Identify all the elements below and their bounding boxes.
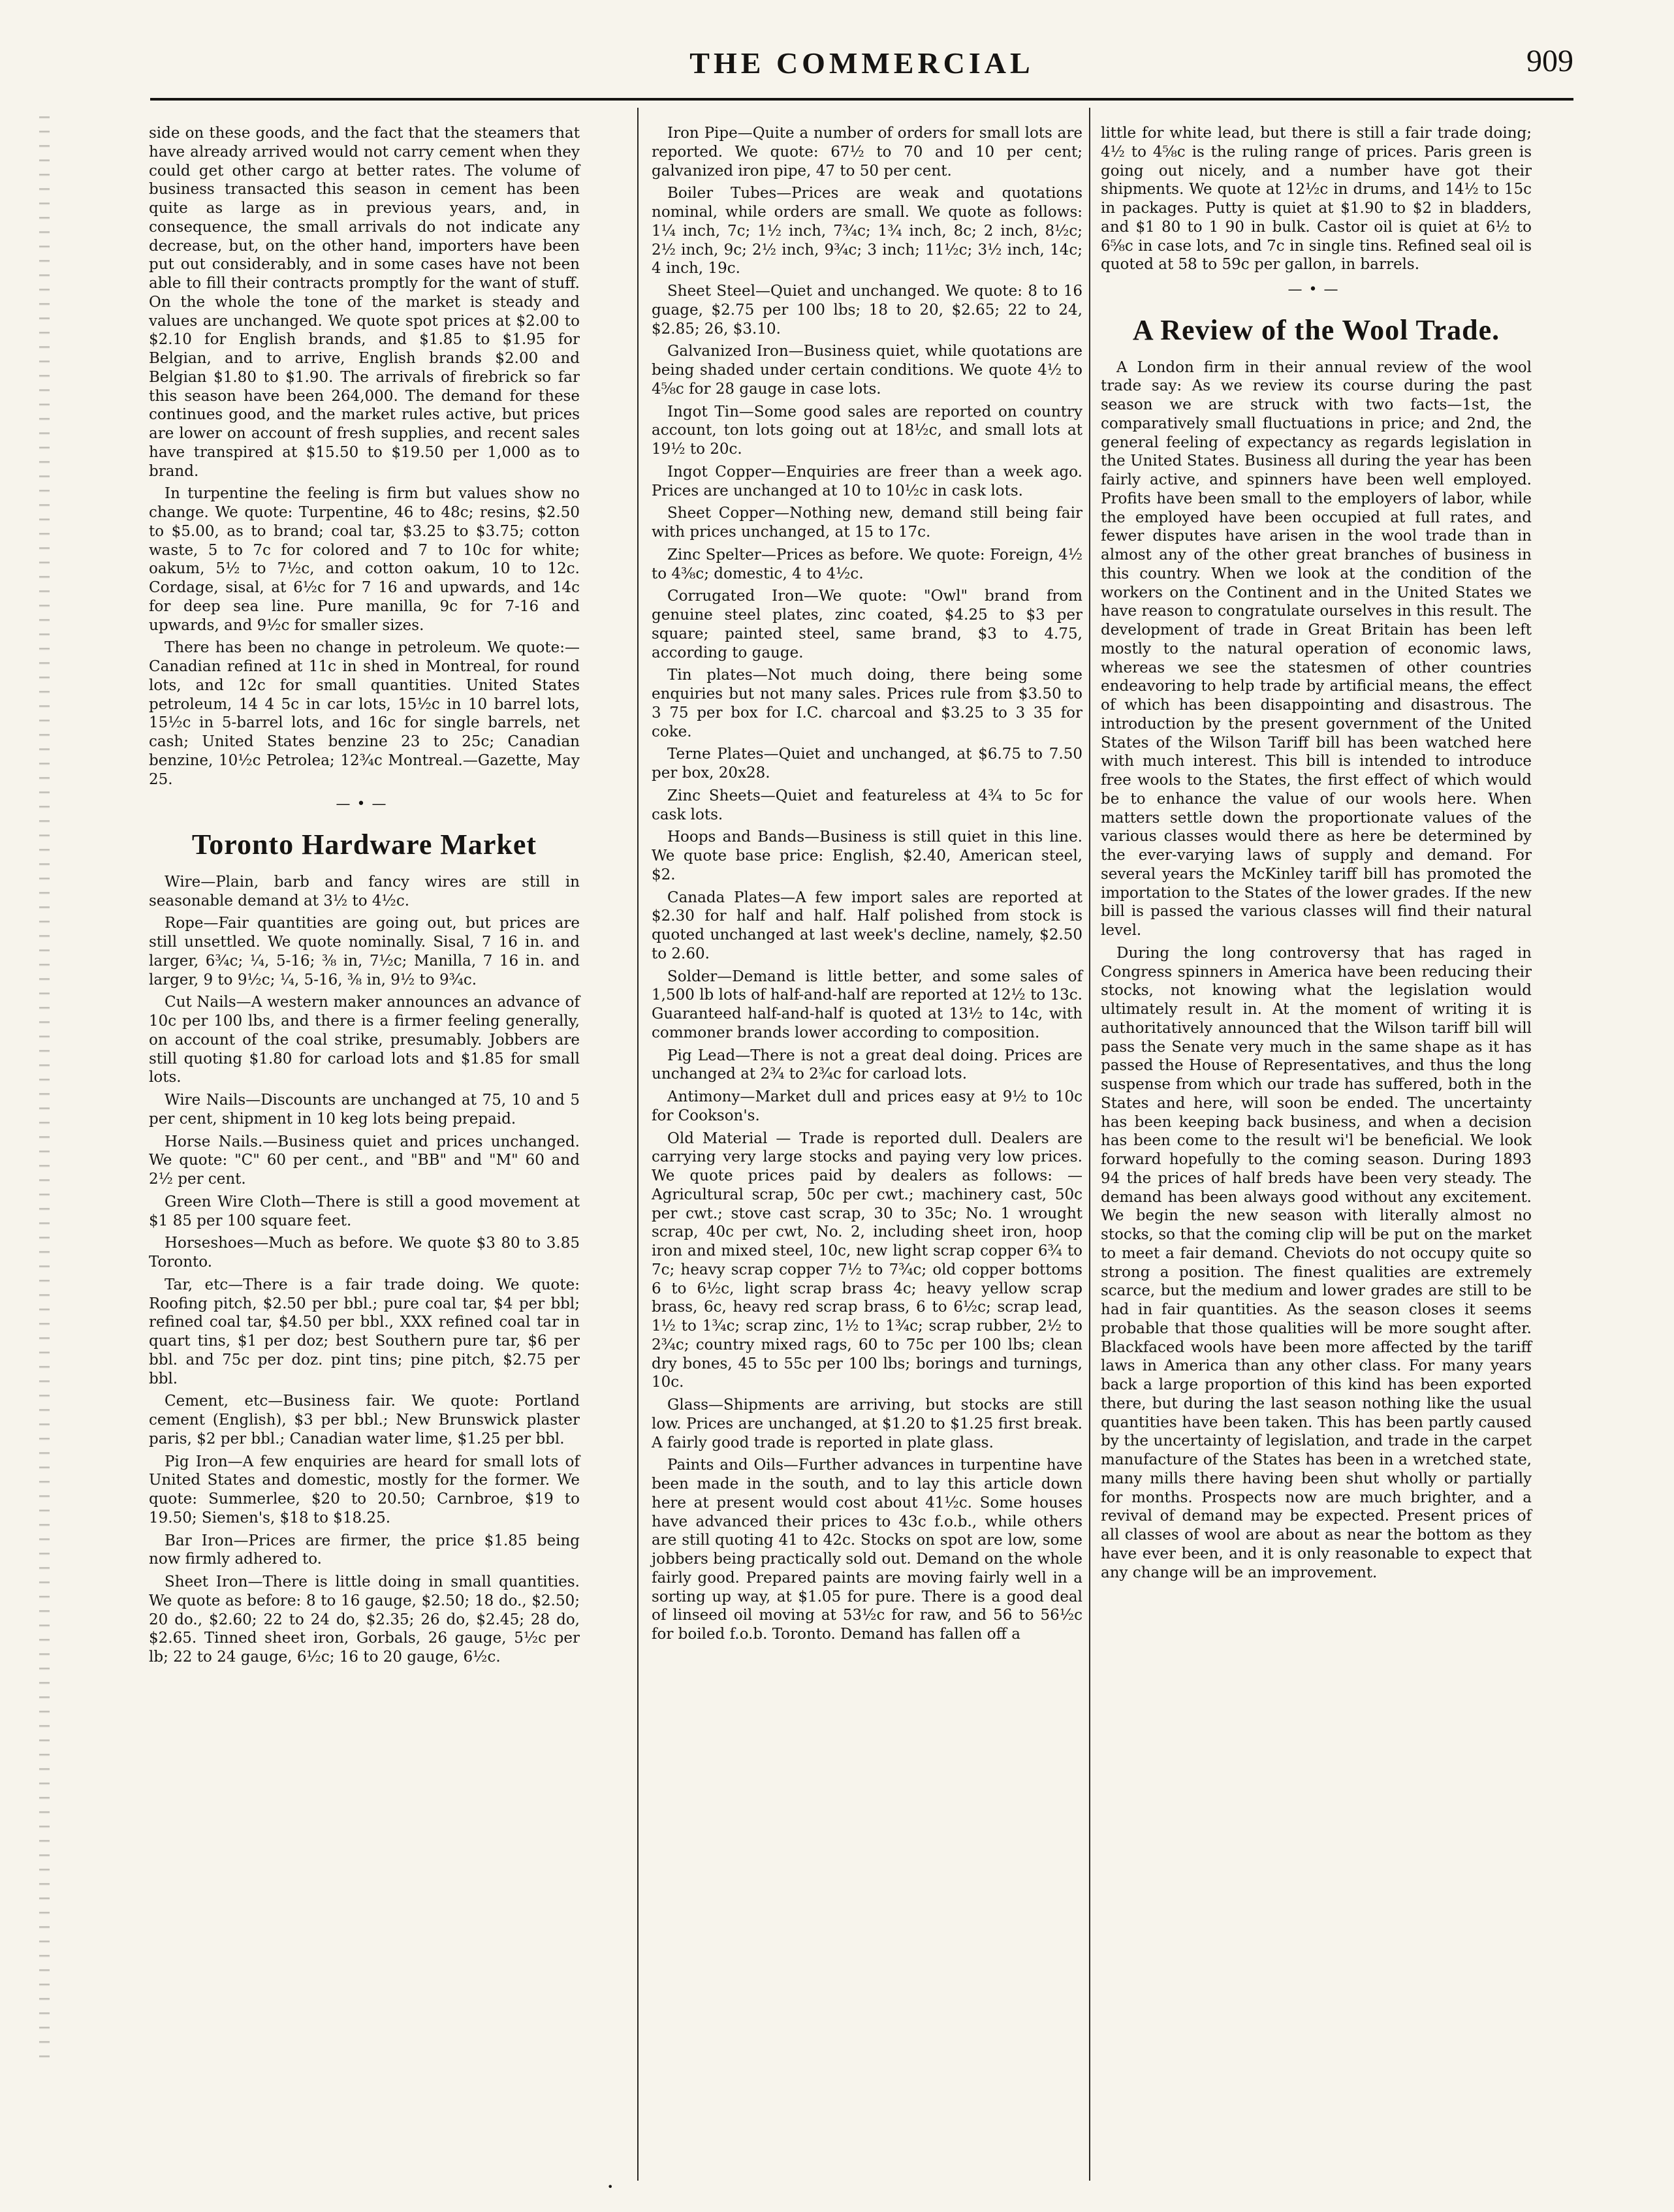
page-header: [150, 39, 1573, 91]
page-number: 909: [1526, 44, 1573, 78]
section-divider: —•—: [336, 796, 393, 813]
scan-edge-artifact: [39, 104, 50, 2063]
masthead: THE COMMERCIAL: [689, 46, 1034, 80]
paragraph: Antimony—Market dull and prices easy at 9½ to 10c for Cookson's.: [652, 1088, 1082, 1124]
paragraph: Old Material — Trade is reported dull. Dealers are carrying very large stocks and paying very low prices. We quote prices paid by dealers as follows: —Agricultural scrap, 50c per cwt.; machinery cast, 50c per cwt.; stove cast scrap, 30 to 35c; No. 1 wrought scrap, 40c per cwt, No. 2, including sheet iron, hoop iron and mixed steel, 10c, new light scrap copper 6¾ to 7c; heavy scrap copper 7½ to 7¾c; old copper bottoms 6 to 6½c, light scrap brass 4c; heavy yellow scrap brass, 6c, heavy red scrap brass, 6 to 6½c; scrap lead, 1½ to 1¾c; scrap zinc, 1½ to 1¾c; scrap rubber, 2½ to 2¾c; country mixed rags, 60 to 75c per 100 lbs; clean dry bones, 45 to 55c per 100 lbs; borings and turnings, 10c.: [652, 1130, 1082, 1391]
paragraph: Wire Nails—Discounts are unchanged at 75, 10 and 5 per cent, shipment in 10 keg lots being prepaid.: [149, 1092, 580, 1128]
paragraph: Iron Pipe—Quite a number of orders for small lots are reported. We quote: 67½ to 70 and 10 per cent; galvanized iron pipe, 47 to 50 per cent.: [652, 125, 1082, 180]
column-3: [1101, 124, 1532, 1586]
paragraph: Wire—Plain, barb and fancy wires are still in seasonable demand at 3½ to 4½c.: [149, 873, 580, 909]
paragraph: Corrugated Iron—We quote: "Owl" brand from genuine steel plates, zinc coated, $4.25 to $3 per square; painted steel, same brand, $3 to 4.75, according to gauge.: [652, 588, 1082, 661]
paragraph: Pig Iron—A few enquiries are heard for small lots of United States and domestic, mostly for the former. We quote: Summerlee, $20 to 20.50; Carnbroe, $19 to 19.50; Siemen's, $18 to $18.25.: [149, 1453, 580, 1526]
paragraph: Sheet Steel—Quiet and unchanged. We quote: 8 to 16 guage, $2.75 per 100 lbs; 18 to 20, $2.65; 22 to 24, $2.85; 26, $3.10.: [652, 283, 1082, 338]
paragraph: Paints and Oils—Further advances in turpentine have been made in the south, and to lay this article down here at present would cost about 41½c. Some houses have advanced their prices to 43c f.o.b., while others are still quoting 41 to 42c. Stocks on spot are low, some jobbers being practically sold out. Demand on the whole fairly good. Prepared paints are moving fairly well in a sorting up way, at $1.05 for pure. There is a good deal of linseed oil moving at 53½c for raw, and 56 to 56½c for boiled f.o.b. Toronto. Demand has fallen off a: [652, 1457, 1082, 1643]
paragraph: Boiler Tubes—Prices are weak and quotations nominal, while orders are small. We quote as follows: 1¼ inch, 7c; 1½ inch, 7¾c; 1¾ inch, 8c; 2 inch, 8½c; 2½ inch, 9c; 2½ inch, 9¾c; 3 inch; 11½c; 3½ inch, 14c; 4 inch, 19c.: [652, 185, 1082, 277]
paragraph: Tar, etc—There is a fair trade doing. We quote: Roofing pitch, $2.50 per bbl.; pure coal tar, $4 per bbl; refined coal tar, $4.50 per bbl., XXX refined coal tar in quart tins, $1 per doz; best Southern pure tar, $6 per bbl. and 75c per doz. pint tins; pine pitch, $2.75 per bbl.: [149, 1276, 580, 1387]
paragraph: Horseshoes—Much as before. We quote $3 80 to 3.85 Toronto.: [149, 1235, 580, 1271]
paragraph: Cement, etc—Business fair. We quote: Portland cement (English), $3 per bbl.; New Brunswick plaster paris, $2 per bbl.; Canadian water lime, $1.25 per bbl.: [149, 1393, 580, 1447]
paragraph: Tin plates—Not much doing, there being some enquiries but not many sales. Prices rule from $3.50 to 3 75 per box for I.C. charcoal and $3.25 to 3 35 for coke.: [652, 667, 1082, 740]
paragraph: Sheet Iron—There is little doing in small quantities. We quote as before: 8 to 16 gauge, $2.50; 18 do., $2.50; 20 do., $2.60; 22 to 24 do, $2.35; 26 do, $2.45; 28 do, $2.65. Tinned sheet iron, Gorbals, 26 gauge, 5½c per lb; 22 to 24 gauge, 6½c; 16 to 20 gauge, 6½c.: [149, 1573, 580, 1666]
paragraph: Zinc Spelter—Prices as before. We quote: Foreign, 4½ to 4⅜c; domestic, 4 to 4½c.: [652, 546, 1082, 582]
paragraph: Solder—Demand is little better, and some sales of 1,500 lb lots of half-and-half are reported at 12½ to 13c. Guaranteed half-and-half is quoted at 13½ to 14c, with commoner brands lower according to composition.: [652, 968, 1082, 1041]
column-divider-1: [637, 108, 639, 2181]
paragraph: Terne Plates—Quiet and unchanged, at $6.75 to 7.50 per box, 20x28.: [652, 746, 1082, 782]
column-divider-2: [1089, 108, 1090, 2181]
paragraph: Galvanized Iron—Business quiet, while quotations are being shaded under certain conditions. We quote 4½ to 4⅝c for 28 gauge in case lots.: [652, 343, 1082, 398]
paragraph: In turpentine the feeling is firm but values show no change. We quote: Turpentine, 46 to 48c; resins, $2.50 to $5.00, as to brand; coal tar, $3.25 to $3.75; cotton waste, 5 to 7c for colored and 7 to 10c for white; oakum, 5½ to 7½c, and cotton oakum, 10 to 12c. Cordage, sisal, at 6½c for 7 16 and upwards, and 14c for deep sea line. Pure manilla, 9c for 7-16 and upwards, and 9½c for smaller sizes.: [149, 485, 580, 634]
paragraph: A London firm in their annual review of the wool trade say: As we review its course during the past season we are struck with two facts—1st, the comparatively small fluctuations in price; and 2nd, the general feeling of expectancy as regards legislation in the United States. Business all during the year has been fairly active, and spinners have been well employed. Profits have been small to the employers of labor, while the employed have been occupied at full rates, and fewer disputes have arisen in the wool trade than in almost any of the other great branches of business in this country. When we look at the condition of the workers on the Continent and in the United States we have reason to congratulate ourselves in this result. The development of trade in Great Britain has been left mostly to the natural operation of economic laws, whereas we see the statesmen of other countries endeavoring to help trade by artificial means, the effect of which has been disappointing and disastrous. The introduction by the present government of the United States of the Wilson Tariff bill has been watched here with much interest. This bill is intended to introduce free wools to the States, the first effect of which would be to enhance the value of our wools here. When matters settle down the proportionate values of the various classes would there as here be determined by the ever-varying laws of supply and demand. For several years the McKinley tariff bill has promoted the importation to the States of the lower grades. If the new bill is passed the various classes will find their natural level.: [1101, 358, 1532, 939]
paragraph: Cut Nails—A western maker announces an advance of 10c per 100 lbs, and there is a firmer feeling generally, on account of the coal strike, presumably. Jobbers are still quoting $1.80 for carload lots and $1.85 for small lots.: [149, 994, 580, 1086]
column-2: [652, 124, 1082, 1648]
paragraph: Rope—Fair quantities are going out, but prices are still unsettled. We quote nominally. Sisal, 7 16 in. and larger, 6¾c; ¼, 5-16; ⅜ in, 7½c; Manilla, 7 16 in. and larger, 9 to 9½c; ¼, 5-16, ⅜ in, 9½ to 9¾c.: [149, 915, 580, 988]
paragraph: Glass—Shipments are arriving, but stocks are still low. Prices are unchanged, at $1.20 to $1.25 first break. A fairly good trade is reported in plate glass.: [652, 1397, 1082, 1451]
paragraph: There has been no change in petroleum. We quote:—Canadian refined at 11c in shed in Montreal, for round lots, and 12c for small quantities. United States petroleum, 14 4 5c in car lots, 15½c in 10 barrel lots, 15½c in 5-barrel lots, and 16c for single barrels, net cash; United States benzine 23 to 25c; Canadian benzine, 10½c Petrolea; 12¾c Montreal.—Gazette, May 25.: [149, 639, 580, 788]
column-1: [149, 124, 580, 1671]
paragraph: Bar Iron—Prices are firmer, the price $1.85 being now firmly adhered to.: [149, 1532, 580, 1568]
section-title-toronto-hardware: Toronto Hardware Market: [191, 828, 537, 861]
paragraph: Pig Lead—There is not a great deal doing. Prices are unchanged at 2¾ to 2¾c for carload lots.: [652, 1047, 1082, 1083]
paragraph: Zinc Sheets—Quiet and featureless at 4¾ to 5c for cask lots.: [652, 787, 1082, 823]
paragraph: During the long controversy that has raged in Congress spinners in America have been reducing their stocks, not knowing what the legislation would ultimately result in. At the moment of writing it is authoritatively announced that the Wilson tariff bill will pass the Senate very much in the same shape as it has passed the House of Representatives, and thus the long suspense from which our trade has suffered, both in the States and here, will soon be ended. The uncertainty has been keeping back business, and when a decision has been come to the result wi'l be beneficial. We look forward hopefully to the coming season. During 1893 94 the prices of half breds have been very steady. The demand has been always good without any excitement. We begin the new season with literally almost no stocks, so that the coming clip will be put on the market to meet a fair demand. Cheviots do not occupy quite so strong a position. The finest qualities are extremely scarce, but the medium and lower grades are still to be had in fair quantities. As the season closes it seems probable that those qualities will be more sought after. Blackfaced wools have been more affected by the tariff laws in America than any other class. For many years back a large proportion of this kind has been exported there, but during the last season nothing like the usual quantities have been taken. This has been partly caused by the uncertainty of legislation, and trade in the carpet manufacture of the States has been in a wretched state, many mills there having been shut wholly or partially for months. Prospects now are much brighter, and a revival of demand may be expected. Present prices of all classes of wool are about as near the bottom as they have ever been, and it is only reasonable to expect that any change will be an improvement.: [1101, 944, 1532, 1581]
paragraph: little for white lead, but there is still a fair trade doing; 4½ to 4⅝c is the ruling range of prices. Paris green is going out nicely, and a number have got their shipments. We quote at 12½c in drums, and 14½ to 15c in packages. Putty is quiet at $1.90 to $2 in bladders, and $1 80 to 1 90 in bulk. Castor oil is quiet at 6½ to 6⅝c in case lots, and 7c in single tins. Refined seal oil is quoted at 58 to 59c per gallon, in barrels.: [1101, 125, 1532, 274]
section-divider: —•—: [1287, 281, 1345, 298]
paragraph: Hoops and Bands—Business is still quiet in this line. We quote base price: English, $2.40, American steel, $2.: [652, 829, 1082, 883]
paragraph: Canada Plates—A few import sales are reported at $2.30 for half and half. Half polished from stock is quoted unchanged at last week's decline, namely, $2.50 to 2.60.: [652, 889, 1082, 962]
paragraph: Green Wire Cloth—There is still a good movement at $1 85 per 100 square feet.: [149, 1193, 580, 1229]
paragraph: Ingot Copper—Enquiries are freer than a week ago. Prices are unchanged at 10 to 10½c in cask lots.: [652, 463, 1082, 499]
paragraph: Horse Nails.—Business quiet and prices unchanged. We quote: "C" 60 per cent., and "BB" and "M" 60 and 2½ per cent.: [149, 1133, 580, 1188]
paragraph: Sheet Copper—Nothing new, demand still being fair with prices unchanged, at 15 to 17c.: [652, 505, 1082, 541]
paragraph: side on these goods, and the fact that the steamers that have already arrived would not carry cement when they could get other cargo at better rates. The volume of business transacted this season in cement has been quite as large as in previous years, and, in consequence, the small arrivals do not indicate any decrease, but, on the other hand, importers have been put out considerably, and in some cases have not been able to fill their contracts promptly for the want of stuff. On the whole the tone of the market is steady and values are unchanged. We quote spot prices at $2.00 to $2.10 for English brands, and $1.85 to $1.95 for Belgian, and to arrive, English brands $2.00 and Belgian $1.80 to $1.90. The arrivals of firebrick so far this season have been 264,000. The demand for these continues good, and the market rules active, but prices are lower on account of fresh supplies, and recent sales have transpired at $15.50 to $19.50 per 1,000 as to brand.: [149, 125, 580, 480]
scan-dot: •: [607, 2181, 614, 2193]
header-rule: [150, 98, 1573, 101]
paragraph: Ingot Tin—Some good sales are reported on country account, ton lots going out at 18½c, and small lots at 19½ to 20c.: [652, 403, 1082, 458]
section-title-wool-trade: A Review of the Wool Trade.: [1132, 313, 1500, 346]
